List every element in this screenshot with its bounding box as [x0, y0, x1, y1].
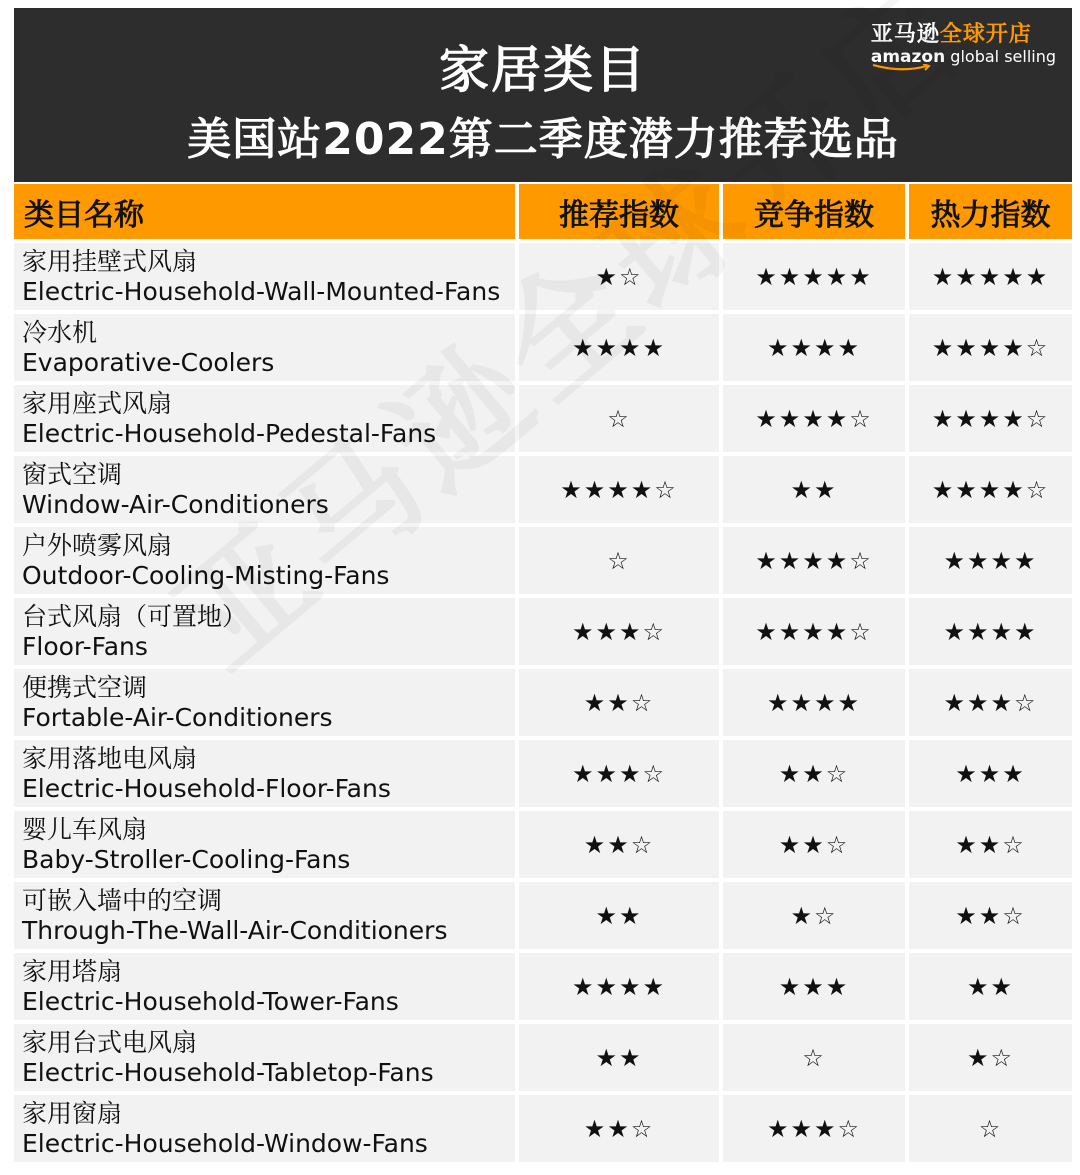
logo-amazon-word: amazon [870, 47, 946, 67]
category-name-cn: 家用窗扇 [22, 1098, 123, 1128]
heat-rating: ☆ [909, 1095, 1072, 1166]
heat-rating: ★★☆ [909, 882, 1072, 953]
category-name-cell [14, 314, 519, 385]
recommend-rating: ★★☆ [519, 811, 723, 882]
competition-rating: ★★★★★ [723, 243, 909, 314]
category-name-cell [14, 811, 519, 882]
category-name-en: Electric-Household-Pedestal-Fans [22, 418, 437, 448]
competition-rating: ★★ [723, 456, 909, 527]
recommend-rating: ★☆ [519, 243, 723, 314]
logo-global-selling-word: global selling [945, 47, 1056, 66]
competition-rating: ★★★★ [723, 314, 909, 385]
page-subtitle: 美国站2022第二季度潜力推荐选品 [187, 114, 899, 165]
table-row [14, 669, 1072, 740]
category-name-cn: 家用座式风扇 [22, 388, 173, 418]
competition-rating: ★★★★ [723, 669, 909, 740]
competition-rating: ★★★★☆ [723, 598, 909, 669]
category-name-en: Baby-Stroller-Cooling-Fans [22, 844, 351, 874]
category-name-cn: 可嵌入墙中的空调 [22, 885, 223, 915]
category-name-cn: 窗式空调 [22, 459, 123, 489]
heat-rating: ★★★ [909, 740, 1072, 811]
category-name-cn: 户外喷雾风扇 [22, 530, 173, 560]
recommend-rating: ★★ [519, 882, 723, 953]
table-row [14, 385, 1072, 456]
category-name-cn: 便携式空调 [22, 672, 148, 702]
table-row [14, 527, 1072, 598]
category-name-en: Electric-Household-Floor-Fans [22, 773, 391, 803]
recommend-rating: ★★★☆ [519, 740, 723, 811]
column-header-recommend: 推荐指数 [519, 184, 723, 243]
heat-rating: ★★☆ [909, 811, 1072, 882]
table-row [14, 598, 1072, 669]
heat-rating: ★★★★☆ [909, 314, 1072, 385]
category-name-en: Electric-Household-Tabletop-Fans [22, 1057, 434, 1087]
amazon-global-selling-logo [871, 22, 1056, 72]
table-body [14, 243, 1072, 1166]
category-name-cell [14, 527, 519, 598]
header-banner [14, 8, 1072, 182]
table-row [14, 314, 1072, 385]
competition-rating: ☆ [723, 1024, 909, 1095]
category-name-cn: 家用落地电风扇 [22, 743, 198, 773]
recommend-rating: ★★ [519, 1024, 723, 1095]
category-name-cn: 台式风扇（可置地） [22, 601, 248, 631]
heat-rating: ★★★★☆ [909, 456, 1072, 527]
category-name-cell [14, 243, 519, 314]
recommend-rating: ★★★☆ [519, 598, 723, 669]
column-header-category: 类目名称 [14, 184, 519, 243]
page-title: 家居类目 [439, 41, 647, 99]
category-name-en: Window-Air-Conditioners [22, 489, 329, 519]
category-name-en: Fortable-Air-Conditioners [22, 702, 333, 732]
category-name-en: Electric-Household-Tower-Fans [22, 986, 399, 1016]
category-name-cell [14, 953, 519, 1024]
logo-cn-part1: 亚马逊 [870, 22, 940, 47]
recommend-rating: ★★★★ [519, 953, 723, 1024]
category-name-en: Through-The-Wall-Air-Conditioners [22, 915, 448, 945]
table-row [14, 1024, 1072, 1095]
category-name-cell [14, 1024, 519, 1095]
heat-rating: ★★★★ [909, 527, 1072, 598]
column-header-heat: 热力指数 [909, 184, 1072, 243]
column-header-competition: 竞争指数 [723, 184, 909, 243]
heat-rating: ★★★★ [909, 598, 1072, 669]
logo-en-text [871, 48, 1056, 66]
heat-rating: ★★★★☆ [909, 385, 1072, 456]
category-name-cell [14, 456, 519, 527]
recommend-rating: ★★★★☆ [519, 456, 723, 527]
recommend-rating: ★★☆ [519, 1095, 723, 1166]
category-name-cn: 婴儿车风扇 [22, 814, 148, 844]
heat-rating: ★★ [909, 953, 1072, 1024]
category-name-en: Evaporative-Coolers [22, 347, 275, 377]
category-name-en: Floor-Fans [22, 631, 148, 661]
table-header-row [14, 184, 1072, 243]
logo-cn-part2: 全球开店 [939, 22, 1032, 47]
table-row [14, 882, 1072, 953]
category-name-cn: 家用挂壁式风扇 [22, 246, 198, 276]
recommend-rating: ★★★★ [519, 314, 723, 385]
category-name-cn: 家用台式电风扇 [22, 1027, 198, 1057]
table-row [14, 243, 1072, 314]
category-name-cell [14, 385, 519, 456]
competition-rating: ★★☆ [723, 740, 909, 811]
category-name-cell [14, 669, 519, 740]
table-row [14, 1095, 1072, 1166]
category-table [14, 184, 1072, 1166]
category-name-cell [14, 1095, 519, 1166]
recommend-rating: ★★☆ [519, 669, 723, 740]
recommend-rating: ☆ [519, 385, 723, 456]
logo-cn-text [871, 22, 1056, 48]
heat-rating: ★☆ [909, 1024, 1072, 1095]
competition-rating: ★★★☆ [723, 1095, 909, 1166]
competition-rating: ★★★★☆ [723, 385, 909, 456]
category-name-cn: 冷水机 [22, 317, 98, 347]
recommend-rating: ☆ [519, 527, 723, 598]
category-name-en: Electric-Household-Window-Fans [22, 1128, 428, 1158]
table-row [14, 740, 1072, 811]
category-name-en: Electric-Household-Wall-Mounted-Fans [22, 276, 501, 306]
table-row [14, 811, 1072, 882]
table-row [14, 953, 1072, 1024]
heat-rating: ★★★☆ [909, 669, 1072, 740]
category-name-en: Outdoor-Cooling-Misting-Fans [22, 560, 390, 590]
heat-rating: ★★★★★ [909, 243, 1072, 314]
competition-rating: ★★★ [723, 953, 909, 1024]
competition-rating: ★★☆ [723, 811, 909, 882]
competition-rating: ★★★★☆ [723, 527, 909, 598]
category-name-cell [14, 882, 519, 953]
table-row [14, 456, 1072, 527]
category-name-cn: 家用塔扇 [22, 956, 123, 986]
category-name-cell [14, 598, 519, 669]
competition-rating: ★☆ [723, 882, 909, 953]
category-name-cell [14, 740, 519, 811]
